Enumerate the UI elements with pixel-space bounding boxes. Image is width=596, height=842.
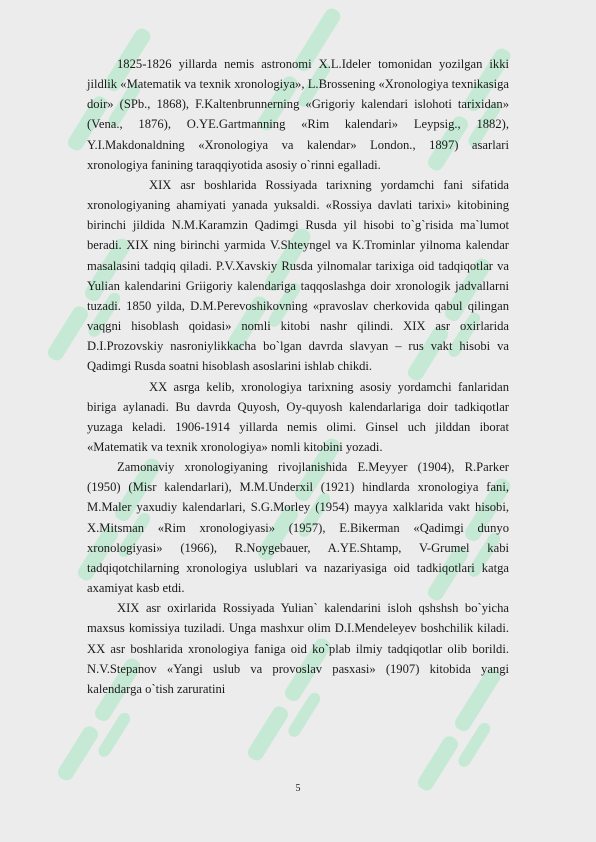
paragraph-5: XIX asr oxirlarida Rossiyada Yulian` kalendarini isloh qshshsh bo`yicha maxsus komissiya tuziladi. Unga mashxur olim D.I.Mendeleyev boshchilik kiladi. XX asr boshlarida xronologiya faniga oid ko`plab ilmiy tadqiqotlar olib borildi. N.V.Stepanov «Yangi uslub va provoslav pasxasi» (1907) kitobida yangi kalendarga o`tish zaruratini: [87, 601, 509, 696]
paragraph-3: XX asrga kelib, xronologiya tarixning asosiy yordamchi fanlaridan biriga aylanadi. Bu davrda Quyosh, Oy-quyosh kalendarlariga doir tadkiqotlar yuzaga keladi. 1906-1914 yillarda nemis olimi. Ginsel uch jilddan iborat «Matematik va texnik xronologiya» nomli kitobini yozadi.: [87, 379, 509, 454]
paragraph-1: 1825-1826 yillarda nemis astronomi X.L.Ideler tomonidan yozilgan ikki jildlik «Matematik va texnik xronologiya», L.Brossening «Xronologiya texnikasiga doir» (SPb., 1868), F.Kaltenbrunnerning «Grigoriy kalendari islohoti tarixidan» (Vena., 1876), O.YE.Gartmanning «Rim kalendari» Leypsig., 1882), Y.I.Makdonaldning «Xronologiya va kalendar» London., 1897) asarlari xronologiya fanining taraqqiyotida asosiy o`rinni egalladi.: [87, 57, 509, 172]
paragraph-4: Zamonaviy xronologiyaning rivojlanishida E.Meyyer (1904), R.Parker (1950) (Misr kalendarlari), M.M.Underxil (1921) hindlarda xronologiya fani, M.Maler yaxudiy kalendarlari, S.G.Morley (1954) mayya xalklarida vakt hisobi, X.Mitsman «Rim xronologiyasi» (1957), E.Bikerman «Qadimgi dunyo xronologiyasi» (1966), R.Noygebauer, A.YE.Shtamp, V-Grumel kabi tadqiqotchilarning xronologiya uslublari va nazariyasiga oid tadkiqotlari katga axamiyat kasb etdi.: [87, 460, 509, 596]
paragraph-2: XIX asr boshlarida Rossiyada tarixning yordamchi fani sifatida xronologiyaning ahamiyati yanada yuksaldi. «Rossiya davlati tarixi» kitobining birinchi jildida N.M.Karamzin Qadimgi Rusda yil hisobi to`g`risida ma`lumot beradi. XIX ning birinchi yarmida V.Shteyngel va K.Trominlar yilnoma kalendar masalasini tadqiq qiladi. P.V.Xavskiy Rusda yilnomalar tarixiga oid tadqiqotlar va Yulian kalendarini Griigoriy kalendariga taqqoslashga doir xronologik jadvallarni tuzadi. 1850 yilda, D.M.Perevoshikovning «pravoslav cherkovida qabul qilingan vaqgni hisoblash qoidasi» nomli kitobi nashr qilindi. XIX asr oxirlarida D.I.Prozovskiy nasroniylikkacha bo`lgan davrda slavyan – rus vakt hisobi va Qadimgi Rusda soatni hisoblash asoslarini ishlab chikdi.: [87, 177, 509, 374]
page-number: 5: [295, 783, 301, 794]
body-text: [87, 54, 509, 699]
